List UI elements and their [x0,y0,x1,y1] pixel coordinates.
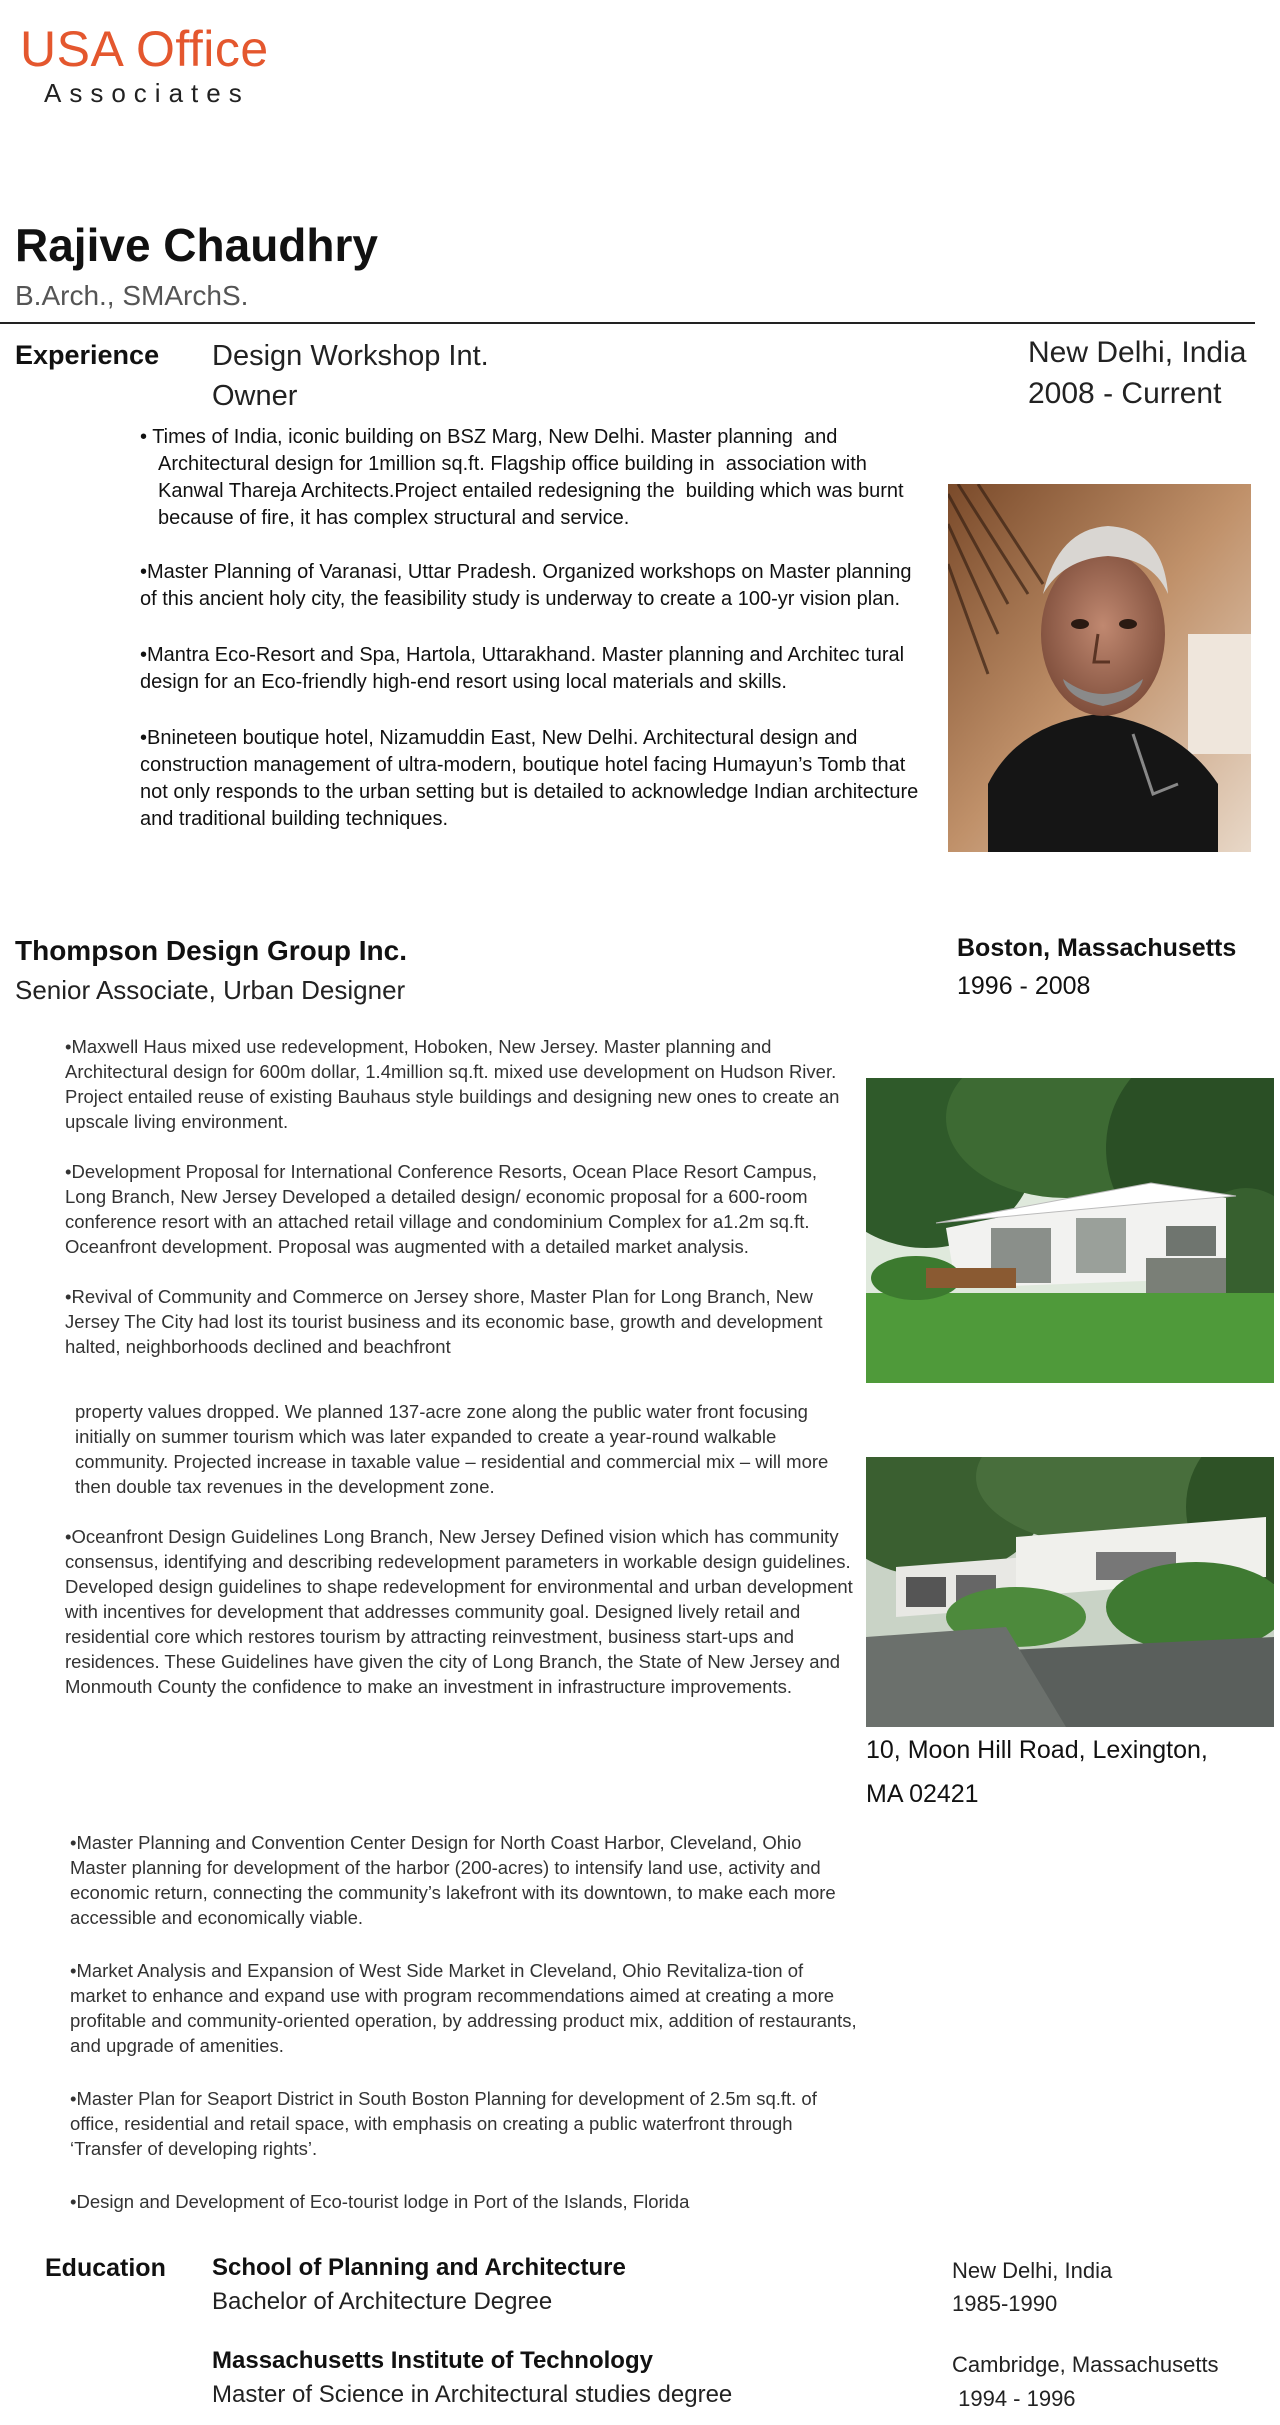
list-item: •Development Proposal for International Conference Resorts, Ocean Place Resort Campus, Long Branch, New Jersey Developed a detailed design/ economic proposal for a 600-room conference resort with an attached retail village and condominium Complex for a1.2m sq.ft. Oceanfront development. Proposal was augmented with a detailed market analysis. [65,1161,817,1257]
edu2-location: Cambridge, Massachusetts [952,2352,1219,2377]
list-item: •Revival of Community and Commerce on Jersey shore, Master Plan for Long Branch, New Jersey The City had lost its tourist business and its economic base, growth and development halted, neighborhoods declined and beachfront [65,1286,823,1357]
list-item: •Maxwell Haus mixed use redevelopment, Hoboken, New Jersey. Master planning and Architectural design for 600m dollar, 1.4million sq.ft. mixed use development on Hudson River. Project entailed reuse of existing Bauhaus style buildings and designing new ones to create an upscale living environment. [65,1036,840,1132]
list-item: •Market Analysis and Expansion of West Side Market in Cleveland, Ohio Revitaliza-tion of market to enhance and expand use with program recommendations aimed at creating a more profitable and community-oriented operation, by addressing product mix, addition of restaurants, and upgrade of amenities. [70,1960,857,2056]
company-logo-subtitle: Associates [44,78,250,108]
list-item: property values dropped. We planned 137-acre zone along the public water front focusing initially on summer tourism which was later expanded to create a year-round walkable community. Projected increase in taxable value – residential and commercial mix – will more then double tax revenues in the development zone. [75,1401,829,1497]
job1-firm: Design Workshop Int. [212,340,489,372]
house-caption-line1: 10, Moon Hill Road, Lexington, [866,1736,1208,1764]
edu2-degree: Master of Science in Architectural studies degree [212,2381,733,2408]
experience-label: Experience [15,340,160,370]
list-item: •Oceanfront Design Guidelines Long Branch, New Jersey Defined vision which has community consensus, identifying and describing redevelopment parameters in workable design guidelines. Developed design guidelines to shape redevelopment for environmental and urban development with incentives for development that addresses community goal. Designed lively retail and residential core which restores tourism by attracting reinvestment, business start-ups and residences. These Guidelines have given the city of Long Branch, the State of New Jersey and Monmouth County the confidence to make an investment in infrastructure improvements. [65,1526,853,1697]
list-item: •Bnineteen boutique hotel, Nizamuddin East, New Delhi. Architectural design and construction management of ultra-modern, boutique hotel facing Humayun’s Tomb that not only responds to the urban setting but is detailed to acknowledge Indian architecture and traditional building techniques. [140,727,919,830]
portrait-photo [948,484,1251,852]
house-caption-line2: MA 02421 [866,1780,979,1808]
job2-period: 1996 - 2008 [957,972,1091,1000]
header-divider [0,322,1255,324]
job2-location: Boston, Massachusetts [957,934,1237,962]
job1-role: Owner [212,380,298,412]
list-item: •Design and Development of Eco-tourist lodge in Port of the Islands, Florida [70,2191,690,2212]
edu1-period: 1985-1990 [952,2291,1058,2316]
job1-location: New Delhi, India [1028,336,1247,369]
house-photo-1 [866,1078,1274,1383]
edu1-location: New Delhi, India [952,2258,1113,2283]
list-item: •Mantra Eco-Resort and Spa, Hartola, Uttarakhand. Master planning and Architec tural design for an Eco-friendly high-end resort using local materials and skills. [140,644,905,693]
company-logo-title: USA Office [20,21,269,77]
person-name: Rajive Chaudhry [15,219,378,271]
edu2-period: 1994 - 1996 [952,2386,1076,2411]
job2-bullets-a [65,1034,855,1724]
job2-bullets-b [70,1830,860,2239]
job2-firm: Thompson Design Group Inc. [15,935,407,966]
education-label: Education [45,2254,166,2282]
house-photo-2 [866,1457,1274,1727]
edu1-school: School of Planning and Architecture [212,2254,626,2281]
edu2-school: Massachusetts Institute of Technology [212,2347,653,2374]
job2-role: Senior Associate, Urban Designer [15,975,406,1005]
list-item: • Times of India, iconic building on BSZ Marg, New Delhi. Master planning and Architectural design for 1million sq.ft. Flagship office building in association with Kanwal Thareja Architects.Project entailed redesigning the building which was burnt because of fire, it has complex structural and service. [140,426,904,529]
list-item: •Master Planning and Convention Center Design for North Coast Harbor, Cleveland, Ohio Master planning for development of the harbor (200-acres) to intensify land use, activity and economic return, connecting the community’s lakefront with its downtown, to make each more accessible and economically viable. [70,1832,836,1928]
edu1-degree: Bachelor of Architecture Degree [212,2288,553,2315]
list-item: •Master Plan for Seaport District in South Boston Planning for development of 2.5m sq.ft. of office, residential and retail space, with emphasis on creating a public waterfront through ‘Transfer of developing rights’. [70,2088,817,2159]
person-credentials: B.Arch., SMArchS. [15,280,249,311]
job1-period: 2008 - Current [1028,377,1222,410]
list-item: •Master Planning of Varanasi, Uttar Pradesh. Organized workshops on Master planning of this ancient holy city, the feasibility study is underway to create a 100-yr vision plan. [140,561,912,610]
job1-bullets [140,424,920,860]
